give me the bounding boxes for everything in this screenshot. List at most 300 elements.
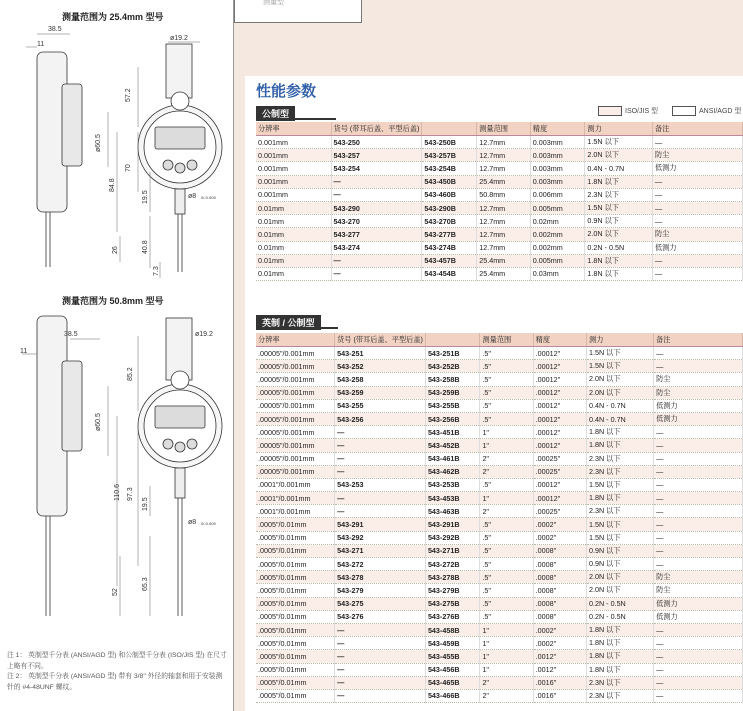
header-force: 测力 (585, 122, 653, 136)
table-row (256, 241, 743, 254)
cell-accuracy: 0.006mm (530, 188, 585, 201)
cell-force: 1.8N 以下 (587, 426, 654, 439)
dim-h-small: 19.5 (142, 497, 149, 511)
cell-resolution: .00005"/0.001mm (256, 347, 335, 360)
cell-force: 0.9N 以下 (585, 215, 653, 228)
cell-order-no-b: 543-461B (425, 452, 480, 465)
cell-force: 2.0N 以下 (585, 228, 653, 241)
cell-force: 0.4N - 0.7N (587, 399, 654, 412)
dim-h-mid: 70 (125, 164, 132, 172)
cell-order-no: 543-257 (331, 149, 422, 162)
cell-remarks: — (654, 531, 743, 544)
cell-order-no: — (335, 439, 426, 452)
cell-range: .5" (480, 531, 533, 544)
table-row (256, 267, 743, 280)
dim-h-52: 52 (112, 588, 119, 596)
cell-resolution: 0.001mm (256, 175, 331, 188)
cell-accuracy: .0008" (533, 597, 586, 610)
cell-remarks: — (654, 452, 743, 465)
cell-order-no-b: 543-452B (425, 439, 480, 452)
cell-resolution: 0.01mm (256, 201, 331, 214)
cell-order-no: 543-253 (335, 478, 426, 491)
cell-accuracy: .00025" (533, 452, 586, 465)
cell-accuracy: 0.002mm (530, 228, 585, 241)
cell-accuracy: .0012" (533, 663, 586, 676)
cell-force: 1.5N 以下 (587, 347, 654, 360)
cell-order-no-b: 543-450B (422, 175, 477, 188)
cell-order-no-b: 543-466B (425, 689, 480, 702)
cell-range: 1" (480, 650, 533, 663)
cell-remarks: 防尘 (654, 571, 743, 584)
table-row (256, 492, 743, 505)
side-back-cap (62, 84, 82, 166)
cell-range: 12.7mm (477, 215, 531, 228)
cell-remarks: — (654, 439, 743, 452)
cell-order-no: — (331, 188, 422, 201)
cell-resolution: .0005"/0.01mm (256, 637, 335, 650)
cell-remarks: — (652, 201, 742, 214)
cell-order-no-b: 543-457B (422, 254, 477, 267)
performance-title: 性能参数 (256, 83, 317, 100)
drawing1-figure (0, 22, 232, 284)
table-row (256, 558, 743, 571)
dim-h-small: 19.5 (142, 190, 149, 204)
cell-order-no-b: 543-462B (425, 465, 480, 478)
cell-resolution: .00005"/0.001mm (256, 426, 335, 439)
footnotes (7, 651, 227, 693)
dim-h-top: 57.2 (125, 88, 132, 102)
cell-force: 2.3N 以下 (587, 452, 654, 465)
legend-ansi: ANSI/AGD 型 (672, 106, 741, 116)
cell-order-no-b: 543-460B (422, 188, 477, 201)
cell-range: 2" (480, 689, 533, 702)
cell-order-no: — (335, 637, 426, 650)
cell-remarks: — (652, 175, 742, 188)
cell-accuracy: .0008" (533, 610, 586, 623)
cell-accuracy: .00025" (533, 505, 586, 518)
table-row (256, 386, 743, 399)
cell-order-no-b: 543-291B (425, 518, 480, 531)
table-row (256, 663, 743, 676)
cell-order-no: 543-259 (335, 386, 426, 399)
cell-resolution: .0005"/0.01mm (256, 623, 335, 636)
cell-remarks: 防尘 (652, 228, 742, 241)
cell-accuracy: 0.003mm (530, 136, 585, 149)
cell-remarks: 低测力 (652, 241, 742, 254)
table-row (256, 175, 743, 188)
cell-resolution: .00005"/0.001mm (256, 465, 335, 478)
cell-order-no: 543-255 (335, 399, 426, 412)
dim-h-top: 85.2 (127, 367, 134, 381)
cell-accuracy: .00025" (533, 465, 586, 478)
cell-force: 1.8N 以下 (587, 439, 654, 452)
cell-accuracy: 0.002mm (530, 241, 585, 254)
cell-order-no: — (335, 465, 426, 478)
cell-range: 2" (480, 676, 533, 689)
cell-remarks: — (654, 505, 743, 518)
cell-range: 50.8mm (477, 188, 531, 201)
cell-order-no-b: 543-453B (425, 492, 480, 505)
cell-remarks: — (654, 347, 743, 360)
cell-range: 2" (480, 465, 533, 478)
cell-order-no: 543-272 (335, 558, 426, 571)
header-order-no: 货号 (带耳后盖、平型后盖) (335, 333, 426, 347)
header-order-no-b (425, 333, 480, 347)
cell-accuracy: 0.03mm (530, 267, 585, 280)
cell-range: .5" (480, 386, 533, 399)
cell-force: 2.0N 以下 (587, 373, 654, 386)
dim-h-26: 26 (112, 246, 119, 254)
cell-force: 1.8N 以下 (587, 492, 654, 505)
cell-range: 1" (480, 426, 533, 439)
table-row (256, 188, 743, 201)
cell-order-no: 543-276 (335, 610, 426, 623)
cell-range: .5" (480, 412, 533, 425)
cell-accuracy: .0016" (533, 689, 586, 702)
header-order-no-b (422, 122, 477, 136)
cell-order-no-b: 543-258B (425, 373, 480, 386)
cell-resolution: .0005"/0.01mm (256, 676, 335, 689)
cell-accuracy: .00012" (533, 426, 586, 439)
table-row (256, 201, 743, 214)
cell-remarks: — (654, 426, 743, 439)
cell-resolution: 0.01mm (256, 215, 331, 228)
cell-resolution: 0.01mm (256, 254, 331, 267)
cell-force: 1.8N 以下 (587, 637, 654, 650)
cell-remarks: 低测力 (654, 610, 743, 623)
header-remarks: 备注 (654, 333, 743, 347)
dim-stem-tol: 0/-0.009 (201, 521, 216, 526)
cell-accuracy: .0008" (533, 571, 586, 584)
table-row (256, 452, 743, 465)
cell-range: 12.7mm (477, 162, 531, 175)
cell-range: 12.7mm (477, 228, 531, 241)
iso-swatch (598, 106, 622, 116)
table-row (256, 136, 743, 149)
cell-resolution: .00005"/0.001mm (256, 412, 335, 425)
top-box: 测量型 (234, 0, 362, 23)
cell-resolution: 0.01mm (256, 228, 331, 241)
cell-order-no-b: 543-250B (422, 136, 477, 149)
cell-range: 12.7mm (477, 136, 531, 149)
dim-dial-dia: ø19.2 (195, 331, 213, 338)
cell-order-no: — (331, 254, 422, 267)
table-row (256, 544, 743, 557)
table-row (256, 518, 743, 531)
cell-accuracy: .0012" (533, 650, 586, 663)
cell-resolution: .0005"/0.01mm (256, 663, 335, 676)
table-row (256, 571, 743, 584)
cell-order-no-b: 543-274B (422, 241, 477, 254)
cell-order-no-b: 543-256B (425, 412, 480, 425)
dim-h-left: 110.6 (114, 484, 121, 501)
cell-accuracy: 0.005mm (530, 254, 585, 267)
cell-order-no-b: 543-272B (425, 558, 480, 571)
cell-force: 2.0N 以下 (585, 149, 653, 162)
cell-order-no-b: 543-275B (425, 597, 480, 610)
cell-remarks: 防尘 (654, 386, 743, 399)
cell-accuracy: .00012" (533, 360, 586, 373)
cell-range: 2" (480, 505, 533, 518)
table-row (256, 465, 743, 478)
cell-accuracy: .00012" (533, 478, 586, 491)
cell-accuracy: .00012" (533, 386, 586, 399)
cell-force: 0.4N - 0.7N (587, 412, 654, 425)
cell-range: 25.4mm (477, 267, 531, 280)
cell-accuracy: .00012" (533, 399, 586, 412)
cell-range: .5" (480, 610, 533, 623)
cell-remarks: 低测力 (654, 412, 743, 425)
cell-range: 12.7mm (477, 241, 531, 254)
table-row (256, 149, 743, 162)
cell-range: .5" (480, 399, 533, 412)
cell-order-no-b: 543-251B (425, 347, 480, 360)
cell-range: 25.4mm (477, 175, 531, 188)
cell-order-no-b: 543-455B (425, 650, 480, 663)
cell-remarks: — (654, 465, 743, 478)
cell-resolution: .0005"/0.01mm (256, 531, 335, 544)
cell-range: 1" (480, 623, 533, 636)
header-resolution: 分辨率 (256, 333, 335, 347)
cell-range: .5" (480, 584, 533, 597)
cell-accuracy: .0008" (533, 558, 586, 571)
cell-resolution: 0.001mm (256, 136, 331, 149)
table-row (256, 162, 743, 175)
cell-resolution: .0001"/0.001mm (256, 478, 335, 491)
cell-order-no-b: 543-290B (422, 201, 477, 214)
cell-order-no: — (335, 505, 426, 518)
cell-order-no-b: 543-252B (425, 360, 480, 373)
table-row (256, 597, 743, 610)
cell-order-no: 543-250 (331, 136, 422, 149)
cell-order-no: — (331, 267, 422, 280)
cell-order-no: — (335, 426, 426, 439)
dim-h-408: 40.8 (142, 240, 149, 254)
cell-force: 1.8N 以下 (587, 650, 654, 663)
header-row (256, 122, 743, 136)
cell-range: .5" (480, 360, 533, 373)
cell-order-no-b: 543-292B (425, 531, 480, 544)
cell-order-no: — (335, 689, 426, 702)
cell-order-no: 543-290 (331, 201, 422, 214)
lcd-display (155, 127, 205, 149)
cell-force: 2.3N 以下 (587, 505, 654, 518)
cell-range: 1" (480, 637, 533, 650)
cell-force: 1.8N 以下 (587, 663, 654, 676)
lcd-display (155, 406, 205, 428)
dim-stem-tol: 0/-0.009 (201, 195, 216, 200)
dim-h-left: 84.8 (109, 178, 116, 192)
cell-order-no-b: 543-458B (425, 623, 480, 636)
cell-accuracy: 0.003mm (530, 175, 585, 188)
table-row (256, 689, 743, 702)
table-row (256, 478, 743, 491)
cell-order-no-b: 543-278B (425, 571, 480, 584)
dim-top-width: 38.5 (48, 26, 62, 33)
cell-order-no: — (335, 650, 426, 663)
cell-remarks: 防尘 (652, 149, 742, 162)
dim-dial-dia: ø19.2 (170, 35, 188, 42)
cell-range: 12.7mm (477, 149, 531, 162)
table-row (256, 399, 743, 412)
cell-order-no: — (335, 492, 426, 505)
cell-accuracy: .00012" (533, 439, 586, 452)
cell-force: 2.3N 以下 (585, 188, 653, 201)
dim-left-offset: 11 (20, 348, 28, 355)
inch-spec-table (256, 333, 743, 703)
cell-order-no: 543-278 (335, 571, 426, 584)
header-row (256, 333, 743, 347)
cell-order-no: 543-270 (331, 215, 422, 228)
cell-resolution: .00005"/0.001mm (256, 439, 335, 452)
cell-accuracy: .00012" (533, 412, 586, 425)
cell-order-no-b: 543-456B (425, 663, 480, 676)
table-row (256, 505, 743, 518)
cell-remarks: — (652, 136, 742, 149)
cell-remarks: — (654, 478, 743, 491)
cell-order-no-b: 543-279B (425, 584, 480, 597)
header-remarks: 备注 (652, 122, 742, 136)
cell-remarks: 低测力 (652, 162, 742, 175)
dim-h-mid: 97.3 (127, 487, 134, 501)
note-1: 注 1： 英制型千分表 (ANSI/AGD 型) 和公制型千分表 (ISO/JIS 型) 在尺寸上略有不同。 (7, 652, 227, 670)
cell-order-no-b: 543-271B (425, 544, 480, 557)
cell-resolution: .0005"/0.01mm (256, 558, 335, 571)
drawing2-figure (0, 306, 232, 646)
cell-force: 0.4N - 0.7N (585, 162, 653, 175)
cell-remarks: — (652, 254, 742, 267)
cell-order-no-b: 543-257B (422, 149, 477, 162)
cell-order-no-b: 543-253B (425, 478, 480, 491)
cell-resolution: 0.001mm (256, 188, 331, 201)
cell-order-no-b: 543-259B (425, 386, 480, 399)
cell-resolution: .00005"/0.001mm (256, 360, 335, 373)
cell-order-no: 543-292 (335, 531, 426, 544)
cell-range: .5" (480, 558, 533, 571)
cell-order-no-b: 543-459B (425, 637, 480, 650)
cell-order-no: 543-251 (335, 347, 426, 360)
table-row (256, 650, 743, 663)
cell-range: .5" (480, 347, 533, 360)
table-row (256, 228, 743, 241)
cell-remarks: — (652, 267, 742, 280)
cell-resolution: .00005"/0.001mm (256, 373, 335, 386)
cell-force: 2.3N 以下 (587, 676, 654, 689)
dim-top-width: 38.5 (64, 331, 78, 338)
ansi-swatch (672, 106, 696, 116)
cell-resolution: .0005"/0.01mm (256, 571, 335, 584)
cell-order-no-b: 543-465B (425, 676, 480, 689)
table-row (256, 373, 743, 386)
cell-force: 0.2N - 0.5N (587, 597, 654, 610)
cell-remarks: — (654, 623, 743, 636)
table-row (256, 347, 743, 360)
cell-accuracy: .00012" (533, 373, 586, 386)
cell-range: 25.4mm (477, 254, 531, 267)
cell-resolution: .0005"/0.01mm (256, 689, 335, 702)
cell-remarks: — (652, 215, 742, 228)
cell-resolution: .0005"/0.01mm (256, 544, 335, 557)
cell-accuracy: .0008" (533, 544, 586, 557)
cell-order-no: 543-254 (331, 162, 422, 175)
header-resolution: 分辨率 (256, 122, 331, 136)
cell-order-no: 543-271 (335, 544, 426, 557)
dim-stem: ø8 (188, 193, 197, 200)
cell-remarks: — (654, 637, 743, 650)
cell-resolution: .0001"/0.001mm (256, 505, 335, 518)
cell-force: 1.8N 以下 (585, 254, 653, 267)
cell-force: 1.8N 以下 (585, 175, 653, 188)
cell-range: .5" (480, 373, 533, 386)
table-row (256, 412, 743, 425)
cell-accuracy: .0016" (533, 676, 586, 689)
cell-force: 0.2N - 0.5N (585, 241, 653, 254)
cell-force: 2.3N 以下 (587, 465, 654, 478)
cell-accuracy: 0.003mm (530, 162, 585, 175)
cell-force: 1.5N 以下 (587, 531, 654, 544)
cell-order-no-b: 543-454B (422, 267, 477, 280)
cell-range: .5" (480, 544, 533, 557)
cell-force: 1.5N 以下 (587, 518, 654, 531)
cell-accuracy: .00012" (533, 492, 586, 505)
table-row (256, 426, 743, 439)
cell-order-no-b: 543-451B (425, 426, 480, 439)
header-force: 测力 (587, 333, 654, 347)
front-top-housing (166, 44, 192, 98)
cell-force: 2.0N 以下 (587, 571, 654, 584)
cell-range: 2" (480, 452, 533, 465)
cell-remarks: 防尘 (654, 373, 743, 386)
cell-force: 1.5N 以下 (585, 136, 653, 149)
table-row (256, 360, 743, 373)
drawing1-title: 测量范围为 25.4mm 型号 (62, 12, 164, 22)
cell-force: 0.9N 以下 (587, 544, 654, 557)
cell-resolution: .0005"/0.01mm (256, 610, 335, 623)
cell-remarks: — (654, 544, 743, 557)
cell-force: 2.0N 以下 (587, 386, 654, 399)
cell-resolution: .00005"/0.001mm (256, 386, 335, 399)
header-range: 测量范围 (477, 122, 531, 136)
table-row (256, 584, 743, 597)
cell-order-no: 543-256 (335, 412, 426, 425)
cell-accuracy: .0002" (533, 531, 586, 544)
header-accuracy: 精度 (533, 333, 586, 347)
cell-order-no: — (331, 175, 422, 188)
cell-resolution: 0.01mm (256, 267, 331, 280)
table-row (256, 439, 743, 452)
cell-order-no: — (335, 663, 426, 676)
cell-remarks: 防尘 (654, 584, 743, 597)
side-back-cap (62, 361, 82, 451)
cell-order-no-b: 543-276B (425, 610, 480, 623)
cell-accuracy: .0002" (533, 637, 586, 650)
cell-range: 12.7mm (477, 201, 531, 214)
cell-resolution: 0.01mm (256, 241, 331, 254)
cell-remarks: — (654, 558, 743, 571)
cell-order-no: 543-277 (331, 228, 422, 241)
dim-body-dia: ø60.5 (95, 134, 102, 152)
cell-order-no: 543-252 (335, 360, 426, 373)
table-row (256, 531, 743, 544)
inch-section-label: 英制 / 公制型 (256, 313, 338, 329)
cell-resolution: 0.001mm (256, 162, 331, 175)
cell-resolution: .0001"/0.001mm (256, 492, 335, 505)
cell-range: 1" (480, 663, 533, 676)
dim-left-offset: 11 (37, 41, 45, 48)
cell-remarks: — (652, 188, 742, 201)
cell-range: .5" (480, 571, 533, 584)
cell-accuracy: 0.003mm (530, 149, 585, 162)
